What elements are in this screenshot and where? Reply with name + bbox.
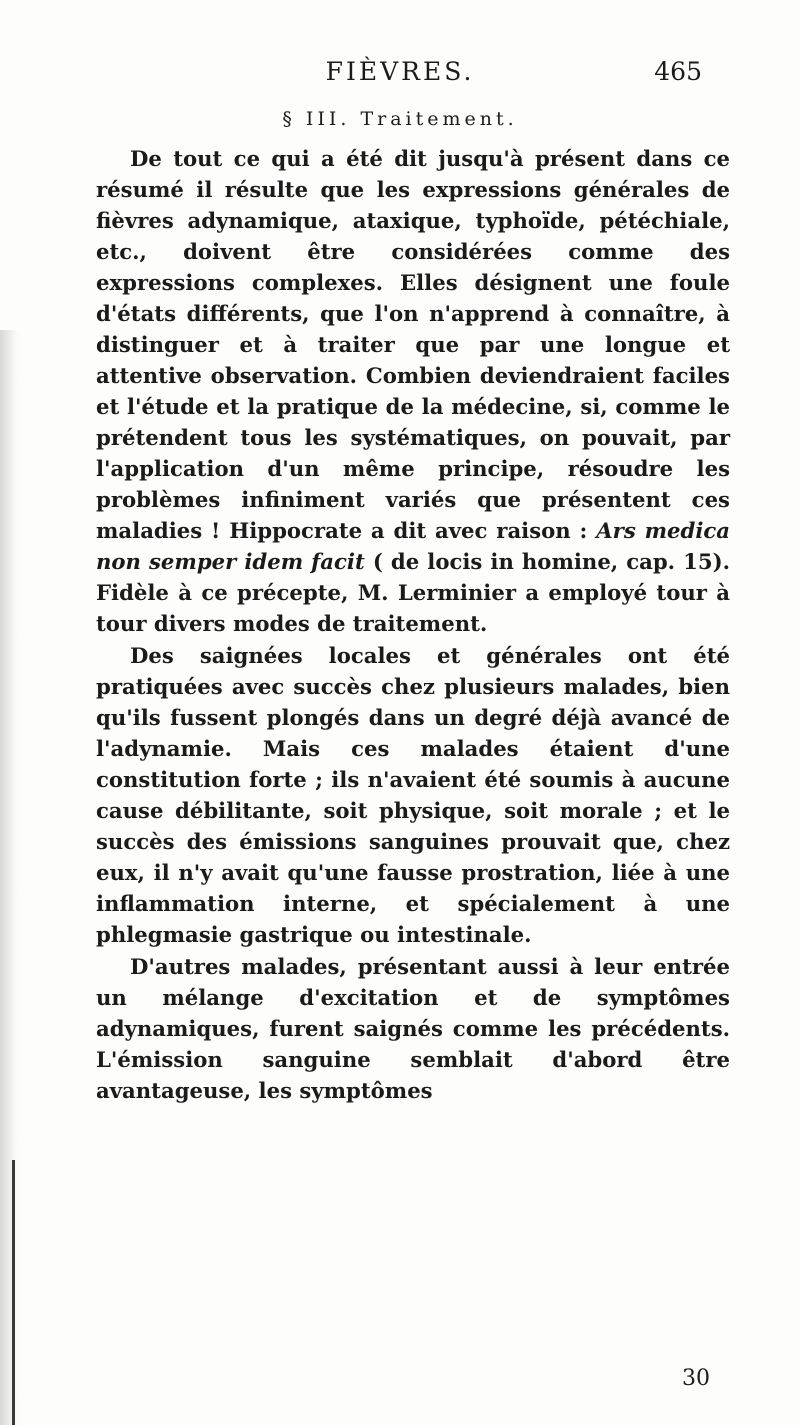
paragraph-3: D'autres malades, présentant aussi à leur entrée un mélange d'excitation et de symptômes adynamiques, furent saignés comme les précédents. L'émission sanguine semblait d'abord être avantageuse, les symptômes [96, 954, 730, 1103]
paragraph-1-continuation: ( de locis in homine, cap. 15). Fidèle à ce précepte, M. Lerminier a employé tour à tour divers modes de traitement. [96, 549, 731, 636]
binding-shadow [0, 330, 22, 1425]
section-heading: § III. Traitement. [282, 108, 518, 130]
body-text [96, 143, 730, 1107]
page-number: 465 [654, 57, 702, 86]
running-title: FIÈVRES. [325, 57, 475, 86]
paragraph-2: Des saignées locales et générales ont été pratiquées avec succès chez plusieurs malades, bien qu'ils fussent plongés dans un degré déjà avancé de l'adynamie. Mais ces malades étaient d'une constitution forte ; ils n'avaient été soumis à aucune cause débilitante, soit physique, soit morale ; et le succès des émissions sanguines prouvait que, chez eux, il n'y avait qu'une fausse prostration, liée à une inflammation interne, et spécialement à une phlegmasie gastrique ou intestinale. [96, 643, 730, 947]
binding-edge [12, 1160, 15, 1425]
signature-mark: 30 [682, 1366, 710, 1391]
running-head [0, 52, 800, 92]
paragraph-1 [96, 143, 730, 639]
latin-quote: Ars medica non semper idem facit [96, 518, 730, 574]
paragraph-1-text: De tout ce qui a été dit jusqu'à présent dans ce résumé il résulte que les expressions générales de fièvres adynamique, ataxique, typhoïde, pétéchiale, etc., doivent être considérées comme des expressions complexes. Elles désignent une foule d'états différents, que l'on n'apprend à connaître, à distinguer et à traiter que par une longue et attentive observation. Combien deviendraient faciles et l'étude et la pratique de la médecine, si, comme le prétendent tous les systématiques, on pouvait, par l'application d'un même principe, résoudre les problèmes infiniment variés que présentent ces maladies ! Hippocrate a dit avec raison : [96, 146, 730, 543]
